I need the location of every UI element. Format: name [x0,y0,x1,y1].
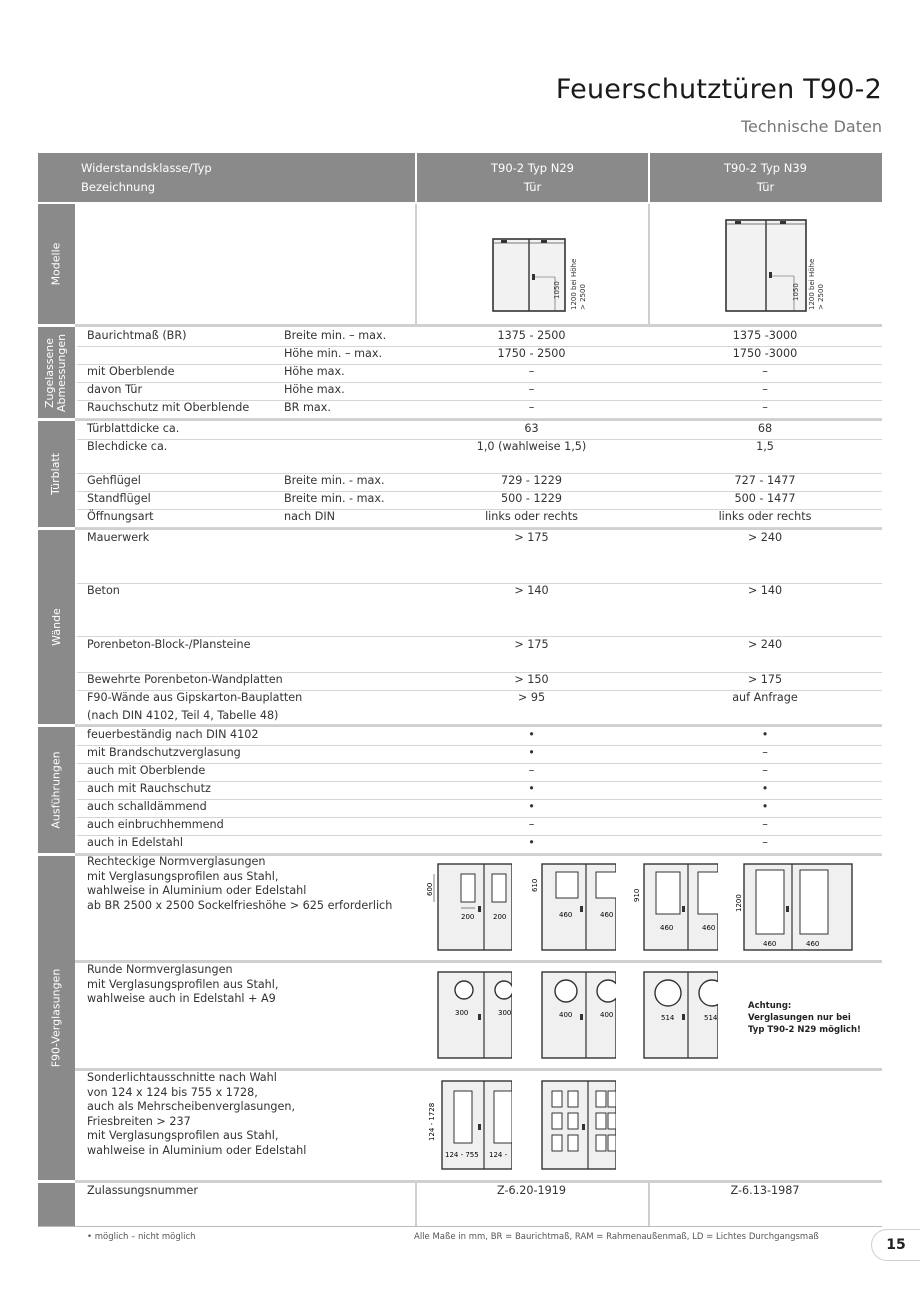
section-separator [75,324,882,327]
row-sublabel: nach DIN [284,510,336,523]
header-divider-2 [648,153,650,202]
row-value-n39: – [762,401,768,414]
model-dim-1200: 1200 bei Höhe [570,258,578,310]
row-value-n29: • [528,746,535,759]
section-verglasungen: F90-Verglasungen [38,856,75,1180]
zulassung-row [77,1183,882,1207]
row-value-n29: • [528,782,535,795]
row-value-n29: – [528,365,535,378]
legend-note: • möglich – nicht möglich [87,1232,196,1242]
dim-w1: 460 [660,924,674,932]
row-value-n39: 727 - 1477 [734,474,796,487]
row-sublabel: Breite min. - max. [284,492,385,505]
page-subtitle: Technische Daten [740,117,882,136]
door-model-n29 [485,232,595,314]
row-sublabel: Höhe max. [284,383,345,396]
row-label: Porenbeton-Block-/Plansteine [87,638,251,651]
row-label: Standflügel [87,492,151,505]
row-value-n39: 68 [757,422,773,435]
row-value-n39: – [762,764,768,777]
row-value-n39: 1375 -3000 [732,329,798,342]
table-row [77,328,882,347]
row-value-n29: > 175 [514,638,549,651]
special-glazing-drawing-1 [424,1079,512,1171]
table-row [77,364,882,383]
round-glazing-drawing-2 [528,970,616,1060]
row-label: Beton [87,584,120,597]
dim-h: 124 - 1728 [428,1102,436,1141]
door-model-n39 [718,214,838,314]
page-title: Feuerschutztüren T90-2 [555,74,882,105]
row-value-n29: – [528,401,535,414]
special-glazing-text: Sonderlichtausschnitte nach Wahl von 124 x 124 bis 755 x 1728, auch als Mehrscheibenverglasungen, Friesbreiten > 237 mit Verglasungsprofilen aus Stahl, wahlweise in Aluminium oder Edelstahl [87,1071,307,1157]
model-dim-2500: > 2500 [817,284,825,310]
dim-w1: 124 - 755 [445,1151,479,1159]
row-value-n29: 1750 - 2500 [497,347,566,360]
table-header [38,153,882,202]
table-row [77,382,882,401]
model-dim-1050: 1050 [553,281,561,299]
row-value-n29: • [528,728,535,741]
table-row [77,817,882,836]
abbreviation-note: Alle Maße in mm, BR = Baurichtmaß, RAM = Rahmenaußenmaß, LD = Lichtes Durchgangsmaß [414,1232,819,1242]
zulassung-n39: Z-6.13-1987 [730,1184,800,1197]
header-n29-type: T90-2 Typ N29 [490,161,574,175]
row-value-n29: – [528,383,535,396]
table-row [77,583,882,637]
dim-w2: 124 - [489,1151,508,1159]
column-divider [648,204,650,324]
dim-w2: 514 [704,1014,718,1022]
table-row [77,530,882,584]
row-sublabel: Breite min. – max. [284,329,387,342]
dim-w2: 400 [600,1011,614,1019]
row-sublabel: Höhe min. – max. [284,347,383,360]
row-label: auch schalldämmend [87,800,207,813]
rect-glazing-text: Rechteckige Normverglasungen mit Verglasungsprofilen aus Stahl, wahlweise in Aluminium oder Edelstahl ab BR 2500 x 2500 Sockelfrieshöhe > 625 erforderlich [87,855,393,912]
row-value-n29: – [528,818,535,831]
row-value-n39: > 175 [747,673,783,686]
row-value-n29: > 175 [514,531,549,544]
rect-glazing-drawing-1 [424,862,512,952]
table-row [77,672,882,691]
column-divider [415,204,417,324]
row-label: Türblattdicke ca. [87,422,180,435]
dim-w2: 200 [493,913,507,921]
row-value-n39: > 240 [747,638,783,651]
header-row1-label: Widerstandsklasse/Typ [81,161,212,175]
round-glazing-drawing-1 [424,970,512,1060]
row-label: Blechdicke ca. [87,440,168,453]
row-value-n29: – [528,764,535,777]
row-value-n29: 729 - 1229 [501,474,562,487]
table-row [77,491,882,510]
row-value-n39: > 240 [747,531,783,544]
table-row [77,781,882,800]
dim-w1: 300 [455,1009,469,1017]
model-dim-1200: 1200 bei Höhe [808,258,816,310]
row-label: F90-Wände aus Gipskarton-Bauplatten [87,691,303,704]
row-value-n39: 1750 -3000 [732,347,798,360]
table-bottom [38,1226,882,1227]
round-glazing-text: Runde Normverglasungen mit Verglasungsprofilen aus Stahl, wahlweise auch in Edelstahl + A9 [87,963,279,1006]
row-value-n29: > 150 [514,673,549,686]
dim-w2: 460 [702,924,716,932]
dim-w2: 300 [498,1009,512,1017]
row-sublabel: BR max. [284,401,331,414]
table-row [77,799,882,818]
row-value-n29: 63 [524,422,539,435]
row-value-n29: 1,0 (wahlweise 1,5) [476,440,587,453]
row-value-n39: links oder rechts [718,510,812,523]
row-label: Rauchschutz mit Oberblende [87,401,250,414]
page-number: 15 [871,1229,920,1261]
row-label: Gehflügel [87,474,141,487]
row-value-n39: 500 - 1477 [734,492,796,505]
rect-glazing-drawing-2 [528,862,616,952]
zulassung-label: Zulassungsnummer [87,1184,198,1197]
section-zulassung [38,1183,75,1226]
table-row [77,727,882,746]
row-value-n39: 1,5 [756,440,774,453]
row-value-n29: > 140 [514,584,549,597]
row-label: auch mit Rauchschutz [87,782,211,795]
header-row2-label: Bezeichnung [81,180,156,194]
table-row [77,637,882,673]
section-ausfuehrungen: Ausführungen [38,727,75,853]
row-label: auch in Edelstahl [87,836,183,849]
row-value-n29: 500 - 1229 [501,492,562,505]
header-divider-1 [415,153,417,202]
table-row [77,763,882,782]
dim-h: 1200 [735,894,743,912]
header-n39-name: Tür [756,180,775,194]
row-label: auch mit Oberblende [87,764,206,777]
row-value-n39: > 140 [747,584,783,597]
row-value-n39: – [762,818,768,831]
model-dim-2500: > 2500 [579,284,587,310]
row-value-n29: links oder rechts [485,510,578,523]
dim-w2: 460 [600,911,614,919]
section-tuerblatt: Türblatt [38,421,75,527]
row-sublabel: Breite min. - max. [284,474,385,487]
dim-w1: 514 [661,1014,675,1022]
row-label: Bewehrte Porenbeton-Wandplatten [87,673,283,686]
special-glazing-drawing-2 [528,1079,616,1171]
zulassung-n29: Z-6.20-1919 [497,1184,566,1197]
table-row [77,509,882,528]
row-label: Mauerwerk [87,531,150,544]
row-value-n39: – [762,383,768,396]
row-value-n39: • [761,782,769,795]
row-value-n39: – [762,746,768,759]
dim-w2: 460 [806,940,820,948]
rect-glazing-drawing-4 [730,862,855,952]
header-n29-name: Tür [523,180,542,194]
table-row [77,690,882,725]
section-waende: Wände [38,530,75,724]
dim-w1: 460 [559,911,573,919]
header-n39-type: T90-2 Typ N39 [723,161,807,175]
table-row [77,421,882,440]
row-label: Öffnungsart [87,510,154,523]
row-value-n39: – [762,365,768,378]
row-label: auch einbruchhemmend [87,818,224,831]
row-label: feuerbeständig nach DIN 4102 [87,728,259,741]
dim-w1: 460 [763,940,777,948]
dim-h: 600 [426,882,434,896]
row-value-n39: • [761,800,769,813]
row-value-n29: • [528,836,535,849]
row-value-n29: > 95 [517,691,546,704]
row-value-n39: auf Anfrage [732,691,798,704]
row-value-n29: 1375 - 2500 [497,329,566,342]
table-row [77,400,882,419]
table-row [77,439,882,474]
round-glazing-drawing-3 [630,970,718,1060]
model-dim-1050: 1050 [792,283,800,301]
section-modelle: Modelle [38,204,75,324]
row-sublabel: Höhe max. [284,365,345,378]
dim-h: 910 [633,888,641,902]
row-label: mit Brandschutzverglasung [87,746,241,759]
table-row [77,473,882,492]
table-row [77,835,882,854]
row-label: Baurichtmaß (BR) [87,329,187,342]
rect-glazing-drawing-3 [630,862,718,952]
table-row [77,745,882,764]
section-abmessungen: Zugelassene Abmessungen [38,327,75,418]
dim-w1: 200 [461,913,475,921]
row-value-n29: • [528,800,535,813]
table-row [77,346,882,365]
row-value-n39: – [762,836,768,849]
row-value-n39: • [761,728,769,741]
dim-h: 610 [531,878,539,892]
row-label: mit Oberblende [87,365,175,378]
row-label-line2: (nach DIN 4102, Teil 4, Tabelle 48) [87,709,279,722]
dim-w1: 400 [559,1011,573,1019]
achtung-note: Achtung: Verglasungen nur bei Typ T90-2 N29 möglich! [748,1001,861,1035]
row-label: davon Tür [87,383,143,396]
